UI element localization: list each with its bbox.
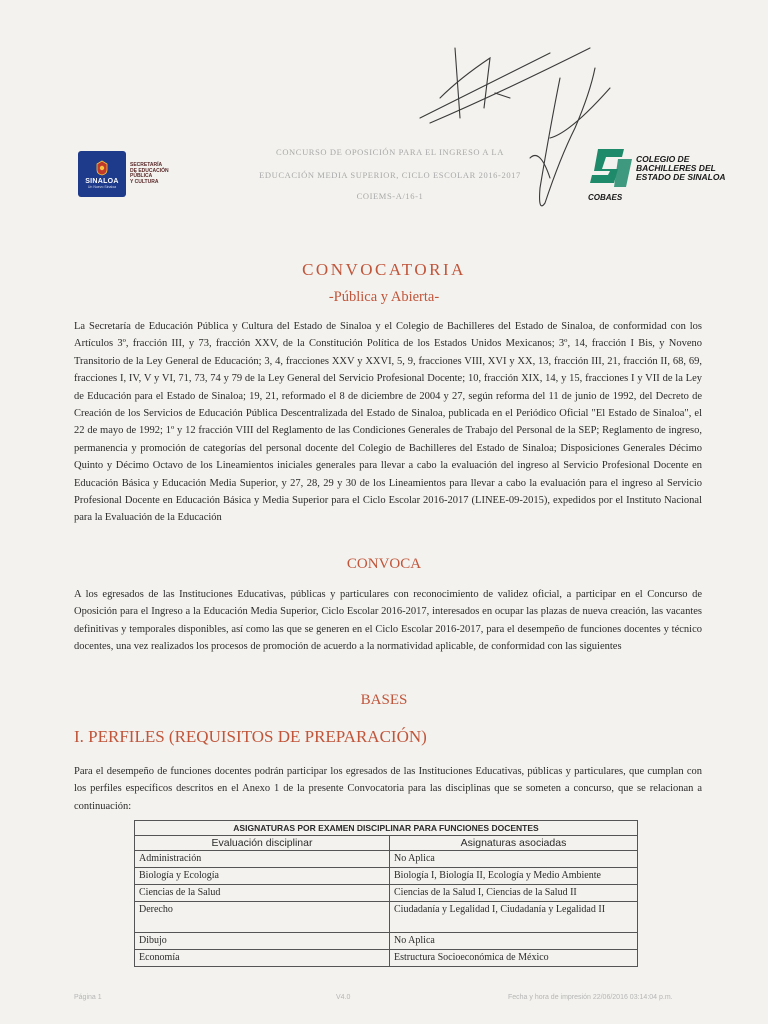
- sinaloa-text-line: DE EDUCACIÓN: [130, 167, 169, 174]
- subjects-table: [134, 820, 638, 967]
- footer-page-number: Página 1: [74, 994, 102, 1001]
- table-header-evaluation: Evaluación disciplinar: [135, 836, 390, 851]
- table-caption: ASIGNATURAS POR EXAMEN DISCIPLINAR PARA FUNCIONES DOCENTES: [135, 821, 638, 836]
- table-cell: Economía: [135, 950, 390, 967]
- document-title: CONVOCATORIA: [302, 260, 466, 279]
- sinaloa-badge: [78, 151, 126, 197]
- cobaes-abbreviation: COBAES: [588, 193, 623, 202]
- sinaloa-badge-sub: Un Nuevo Sinaloa: [87, 184, 117, 189]
- sinaloa-text-line: PÚBLICA: [130, 173, 153, 179]
- table-cell: Biología I, Biología II, Ecología y Medio Ambiente: [390, 868, 638, 885]
- cobaes-name-line: BACHILLERES DEL: [636, 163, 716, 173]
- table-row: [135, 902, 638, 933]
- table-cell: Estructura Socioeconómica de México: [390, 950, 638, 967]
- perfiles-heading: I. PERFILES (REQUISITOS DE PREPARACIÓN): [74, 727, 427, 746]
- header-line: CONCURSO DE OPOSICIÓN PARA EL INGRESO A LA: [276, 147, 504, 157]
- sinaloa-text-line: SECRETARÍA: [130, 162, 163, 168]
- sinaloa-text-line: Y CULTURA: [130, 178, 159, 185]
- sinaloa-seal-icon: [94, 160, 110, 176]
- cobaes-name: [636, 155, 726, 182]
- table-row: [135, 851, 638, 868]
- table-cell: Biología y Ecología: [135, 868, 390, 885]
- table-cell: Administración: [135, 851, 390, 868]
- header-line: COIEMS-A/16-1: [356, 191, 424, 201]
- table-cell: Dibujo: [135, 933, 390, 950]
- footer-version: V4.0: [336, 994, 351, 1001]
- table-row: [135, 868, 638, 885]
- sinaloa-logo: [78, 150, 178, 198]
- cobaes-logo: [588, 145, 738, 205]
- perfiles-paragraph: Para el desempeño de funciones docentes podrán participar los egresados de las Instituciones Educativas, públicas y particulares, que cumplan con los perfiles específicos descritos en el Anexo 1 de la presente Convocatoria para las disciplinas que se someten a concurso, que se relacionan a continuación:: [74, 766, 702, 812]
- cobaes-mark-icon: [588, 145, 634, 191]
- table-row: [135, 933, 638, 950]
- sinaloa-logo-text: [130, 163, 174, 185]
- table-row: [135, 950, 638, 967]
- table-cell: Ciencias de la Salud I, Ciencias de la Salud II: [390, 885, 638, 902]
- table-row: [135, 885, 638, 902]
- document-subtitle: -Pública y Abierta-: [328, 289, 440, 305]
- bases-heading: BASES: [360, 692, 408, 708]
- table-caption-row: [135, 821, 638, 836]
- table-cell: No Aplica: [390, 851, 638, 868]
- table-cell: Derecho: [135, 902, 390, 933]
- table-cell: No Aplica: [390, 933, 638, 950]
- cobaes-name-line: COLEGIO DE: [636, 154, 690, 164]
- convoca-paragraph: A los egresados de las Instituciones Educativas, públicas y particulares con reconocimiento de validez oficial, a participar en el Concurso de Oposición para el Ingreso a la Educación Media Superior, Ciclo Escolar 2016-2017, interesados en ocupar las plazas de nueva creación, las vacantes definitivas y temporales disponibles, así como las que se generen en el Ciclo Escolar 2016-2017, para el desempeño de funciones docentes y técnico docentes, una vez realizados los procesos de promoción de acuerdo a la normatividad aplicable, de conformidad con las siguientes: [74, 589, 702, 653]
- header-line: EDUCACIÓN MEDIA SUPERIOR, CICLO ESCOLAR 2016-2017: [259, 170, 521, 180]
- table-cell: Ciudadanía y Legalidad I, Ciudadanía y Legalidad II: [390, 902, 638, 933]
- table-cell: Ciencias de la Salud: [135, 885, 390, 902]
- footer-print-date: Fecha y hora de impresión 22/06/2016 03:14:04 p.m.: [508, 994, 673, 1001]
- table-header-row: [135, 836, 638, 851]
- sinaloa-badge-name: SINALOA: [85, 177, 119, 185]
- intro-paragraph: La Secretaría de Educación Pública y Cultura del Estado de Sinaloa y el Colegio de Bachilleres del Estado de Sinaloa, de conformidad con los Artículos 3º, fracción III, y 73, fracción XXV, de la Constitución Política de los Estados Unidos Mexicanos; 3º, 14, fracción I Bis, y Noveno Transitorio de la Ley General de Educación; 3, 4, fracciones XXV y XXVI, 5, 9, fracciones VIII, XVI y XX, 13, fracción III, 21, fracción II, 68, 69, fracciones I, IV, V y VI, 71, 73, 74 y 79 de la Ley General del Servicio Profesional Docente; 10, fracción XIX, 14, y 15, fracciones I y VII de la Ley de Educación para el Estado de Sinaloa; 19, 21, reformado el 8 de diciembre de 2004 y 27, según reforma del 11 de junio de 1992, del Decreto de Creación de los Servicios de Educación Pública Descentralizada del Estado de Sinaloa, publicada en el Periódico Oficial "El Estado de Sinaloa", el 22 de mayo de 1992; 1º y 12 fracción VIII del Reglamento de las Condiciones Generales de Trabajo del Personal de la SEP; Reglamento de ingreso, permanencia y promoción de categorías del personal docente del Colegio de Bachilleres del Estado de Sinaloa; Disposiciones Generales Décimo Quinto y Décimo Octavo de los Lineamientos iniciales generales para llevar a cabo la evaluación del ingreso al Servicio Profesional Docente en Educación Básica y Educación Media Superior, y 27, 28, 29 y 30 de los Lineamientos para llevar a cabo la evaluación para el ingreso al Servicio Profesional Docente en Educación Básica y Media Superior para el Ciclo Escolar 2016-2017 (LINEE-09-2015), expedidos por el Instituto Nacional para la Evaluación de la Educación: [74, 321, 702, 524]
- table-header-subjects: Asignaturas asociadas: [390, 836, 638, 851]
- cobaes-name-line: ESTADO DE SINALOA: [636, 172, 726, 182]
- convoca-heading: CONVOCA: [346, 556, 422, 572]
